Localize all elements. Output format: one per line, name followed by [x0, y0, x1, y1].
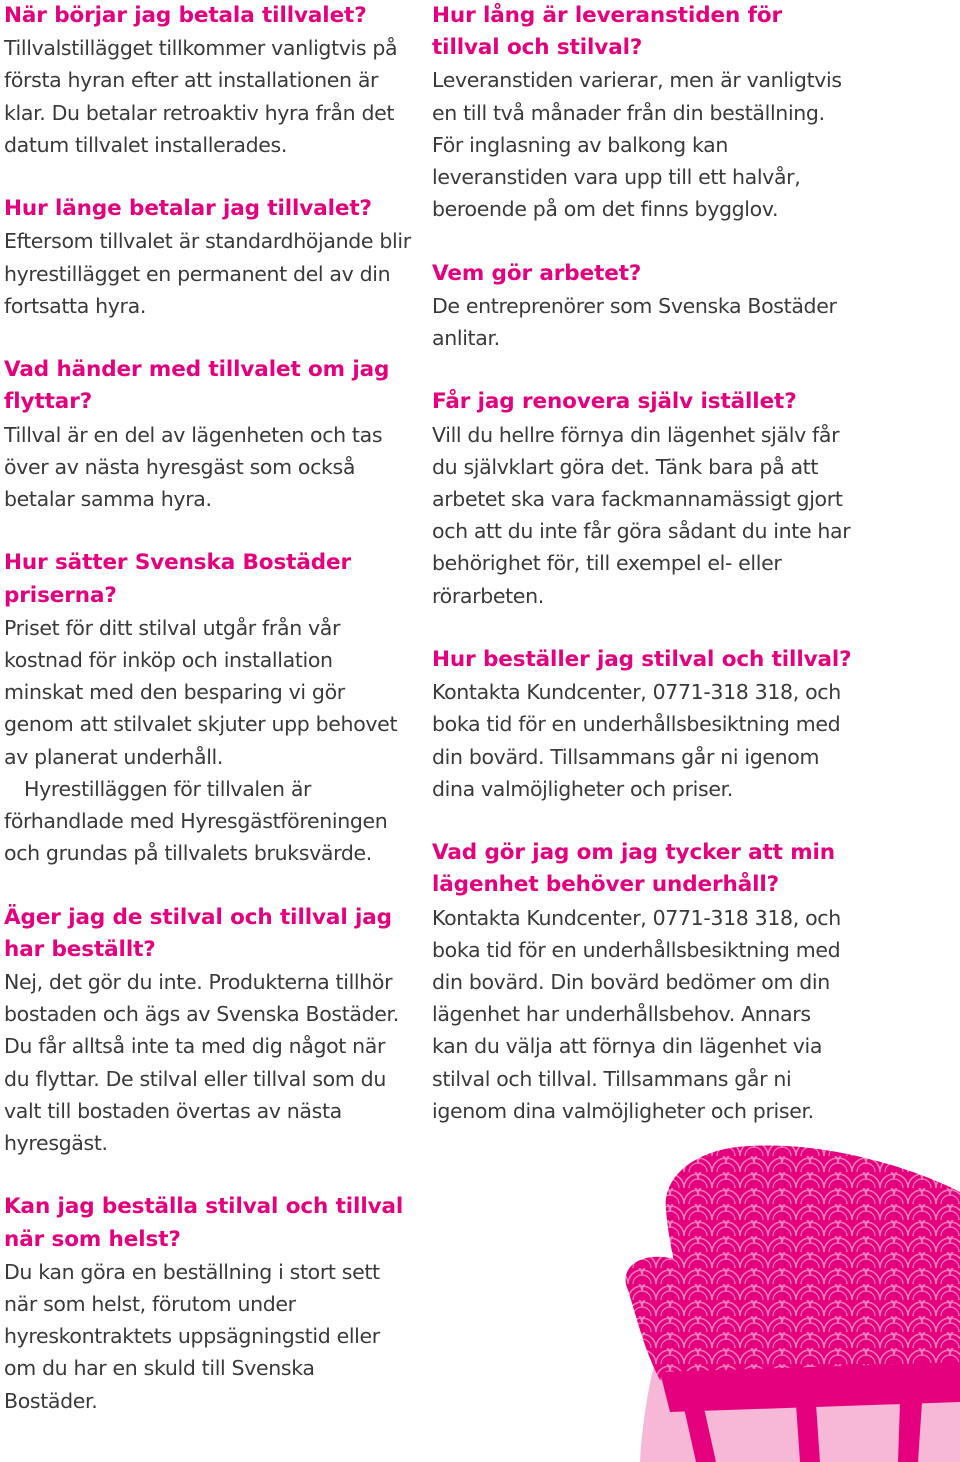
faq-question: Hur lång är leveranstiden för tillval och stilval? [432, 3, 783, 61]
faq-answer: Leveranstiden varierar, men är vanligtvis en till två månader från din beställning. För inglasning av balkong kan leveranstiden vara upp till ett halvår, beroende på om det finns bygglov. [432, 68, 842, 222]
faq-item [4, 0, 414, 161]
faq-question: Hur sätter Svenska Bostäder priserna? [4, 550, 352, 608]
faq-answer: Du kan göra en beställning i stort sett när som helst, förutom under hyreskontraktets uppsägningstid eller om du har en skuld till Svenska Bostäder. [4, 1259, 380, 1413]
armchair-icon [600, 1140, 960, 1462]
faq-question: Vad gör jag om jag tycker att min lägenhet behöver underhåll? [432, 840, 836, 898]
faq-item [432, 644, 852, 805]
faq-question: Hur beställer jag stilval och tillval? [432, 647, 852, 673]
faq-question: Får jag renovera själv istället? [432, 389, 797, 415]
faq-item [432, 386, 852, 611]
faq-item [4, 1191, 414, 1416]
faq-item [4, 547, 414, 869]
faq-question: Vad händer med tillvalet om jag flyttar? [4, 357, 390, 415]
faq-answer: Kontakta Kundcenter, 0771-318 318, och boka tid för en underhållsbesiktning med din bovärd. Din bovärd bedömer om din lägenhet har underhållsbehov. Annars kan du välja att förnya din lägenhet via stilval och tillval. Tillsammans går ni igenom dina valmöjligheter och priser. [432, 905, 841, 1123]
faq-question: När börjar jag betala tillvalet? [4, 3, 367, 28]
faq-question: Hur länge betalar jag tillvalet? [4, 196, 372, 222]
faq-answer: Eftersom tillvalet är standardhöjande blir hyrestillägget en permanent del av din fortsatta hyra. [4, 229, 411, 318]
faq-answer: Kontakta Kundcenter, 0771-318 318, och boka tid för en underhållsbesiktning med din bovärd. Tillsammans går ni igenom dina valmöjligheter och priser. [432, 680, 841, 801]
faq-answer: Hyrestilläggen för tillvalen är förhandlade med Hyresgästföreningen och grundas på tillvalets bruksvärde. [4, 776, 388, 866]
faq-question: Kan jag beställa stilval och tillval när som helst? [4, 1194, 404, 1252]
faq-answer: Tillval är en del av lägenheten och tas över av nästa hyresgäst som också betalar samma hyra. [4, 422, 383, 512]
faq-item [432, 258, 852, 355]
right-column [432, 0, 852, 1127]
faq-answer: Nej, det gör du inte. Produkterna tillhör bostaden och ägs av Svenska Bostäder. Du får alltså inte ta med dig något när du flyttar. De stilval eller tillval som du valt till bostaden övertas av nästa hyresgäst. [4, 970, 399, 1156]
faq-answer: Tillvalstillägget tillkommer vanligtvis på första hyran efter att installationen är klar. Du betalar retroaktiv hyra från det datum tillvalet installerades. [4, 36, 398, 157]
faq-answer: Vill du hellre förnya din lägenhet själv får du självklart göra det. Tänk bara på att arbetet ska vara fackmannamässigt gjort och att du inte får göra sådant du inte har behörighet för, till exempel el- eller rörarbeten. [432, 422, 851, 608]
faq-answer: Priset för ditt stilval utgår från vår kostnad för inköp och installation minskat med den besparing vi gör genom att stilvalet skjuter upp behovet av planerat underhåll. [4, 615, 398, 769]
faq-item [4, 354, 414, 515]
faq-answer: De entreprenörer som Svenska Bostäder anlitar. [432, 293, 837, 351]
faq-item [4, 193, 414, 322]
left-column [4, 0, 414, 1417]
faq-item [432, 0, 852, 225]
faq-item [432, 837, 852, 1127]
faq-item [4, 902, 414, 1160]
faq-question: Äger jag de stilval och tillval jag har beställt? [4, 904, 392, 962]
faq-question: Vem gör arbetet? [432, 260, 642, 286]
